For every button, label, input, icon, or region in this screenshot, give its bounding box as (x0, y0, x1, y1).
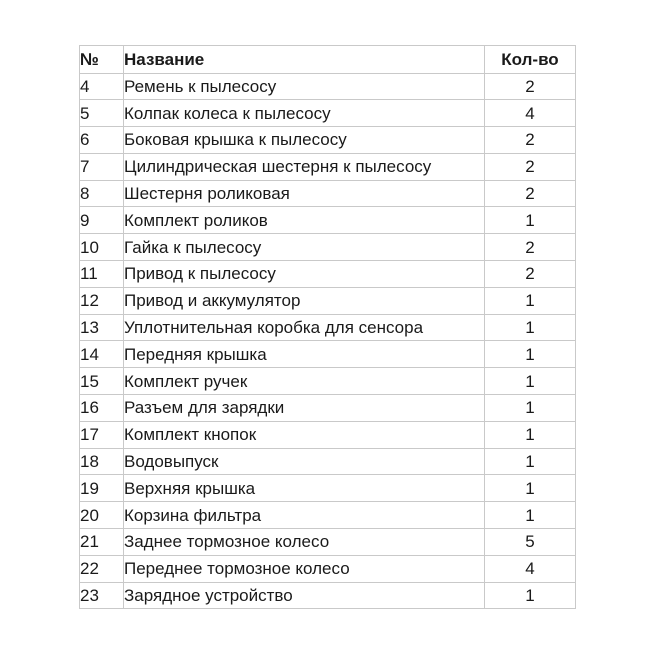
parts-table-container (79, 45, 575, 609)
table-row (80, 287, 576, 314)
row-number: 19 (80, 475, 124, 502)
row-name: Шестерня роликовая (124, 180, 485, 207)
row-quantity: 2 (485, 234, 576, 261)
row-number: 15 (80, 368, 124, 395)
row-name: Верхняя крышка (124, 475, 485, 502)
row-number: 6 (80, 127, 124, 154)
parts-table (79, 45, 576, 609)
table-row (80, 180, 576, 207)
row-name: Привод к пылесосу (124, 261, 485, 288)
row-number: 10 (80, 234, 124, 261)
table-row (80, 207, 576, 234)
row-name: Уплотнительная коробка для сенсора (124, 314, 485, 341)
row-number: 7 (80, 153, 124, 180)
table-row (80, 153, 576, 180)
row-number: 21 (80, 529, 124, 556)
row-name: Водовыпуск (124, 448, 485, 475)
row-number: 16 (80, 395, 124, 422)
row-name: Ремень к пылесосу (124, 73, 485, 100)
row-quantity: 1 (485, 395, 576, 422)
row-name: Привод и аккумулятор (124, 287, 485, 314)
row-name: Корзина фильтра (124, 502, 485, 529)
table-row (80, 395, 576, 422)
table-row (80, 555, 576, 582)
header-quantity: Кол-во (485, 46, 576, 74)
table-row (80, 100, 576, 127)
row-quantity: 1 (485, 582, 576, 609)
row-quantity: 2 (485, 180, 576, 207)
row-number: 14 (80, 341, 124, 368)
row-name: Колпак колеса к пылесосу (124, 100, 485, 127)
row-number: 12 (80, 287, 124, 314)
row-quantity: 2 (485, 153, 576, 180)
row-number: 4 (80, 73, 124, 100)
table-row (80, 234, 576, 261)
row-name: Комплект ручек (124, 368, 485, 395)
table-row (80, 127, 576, 154)
row-number: 9 (80, 207, 124, 234)
header-number: № (80, 46, 124, 74)
row-number: 5 (80, 100, 124, 127)
table-row (80, 314, 576, 341)
table-row (80, 529, 576, 556)
table-row (80, 368, 576, 395)
row-name: Зарядное устройство (124, 582, 485, 609)
row-number: 22 (80, 555, 124, 582)
row-quantity: 1 (485, 502, 576, 529)
row-quantity: 2 (485, 261, 576, 288)
row-quantity: 1 (485, 368, 576, 395)
table-header-row (80, 46, 576, 74)
row-number: 18 (80, 448, 124, 475)
table-row (80, 261, 576, 288)
row-quantity: 2 (485, 127, 576, 154)
row-quantity: 1 (485, 475, 576, 502)
table-row (80, 73, 576, 100)
row-quantity: 4 (485, 555, 576, 582)
row-quantity: 1 (485, 314, 576, 341)
row-name: Комплект кнопок (124, 421, 485, 448)
row-name: Гайка к пылесосу (124, 234, 485, 261)
row-number: 8 (80, 180, 124, 207)
row-name: Комплект роликов (124, 207, 485, 234)
row-quantity: 1 (485, 287, 576, 314)
row-quantity: 1 (485, 448, 576, 475)
row-number: 20 (80, 502, 124, 529)
table-row (80, 582, 576, 609)
row-quantity: 2 (485, 73, 576, 100)
row-name: Передняя крышка (124, 341, 485, 368)
row-name: Разъем для зарядки (124, 395, 485, 422)
row-name: Переднее тормозное колесо (124, 555, 485, 582)
row-name: Боковая крышка к пылесосу (124, 127, 485, 154)
table-row (80, 448, 576, 475)
row-number: 13 (80, 314, 124, 341)
row-number: 17 (80, 421, 124, 448)
row-quantity: 1 (485, 341, 576, 368)
table-row (80, 475, 576, 502)
table-row (80, 341, 576, 368)
row-quantity: 1 (485, 207, 576, 234)
table-row (80, 421, 576, 448)
row-number: 23 (80, 582, 124, 609)
table-row (80, 502, 576, 529)
header-name: Название (124, 46, 485, 74)
row-quantity: 1 (485, 421, 576, 448)
row-name: Заднее тормозное колесо (124, 529, 485, 556)
row-quantity: 4 (485, 100, 576, 127)
row-quantity: 5 (485, 529, 576, 556)
row-name: Цилиндрическая шестерня к пылесосу (124, 153, 485, 180)
row-number: 11 (80, 261, 124, 288)
